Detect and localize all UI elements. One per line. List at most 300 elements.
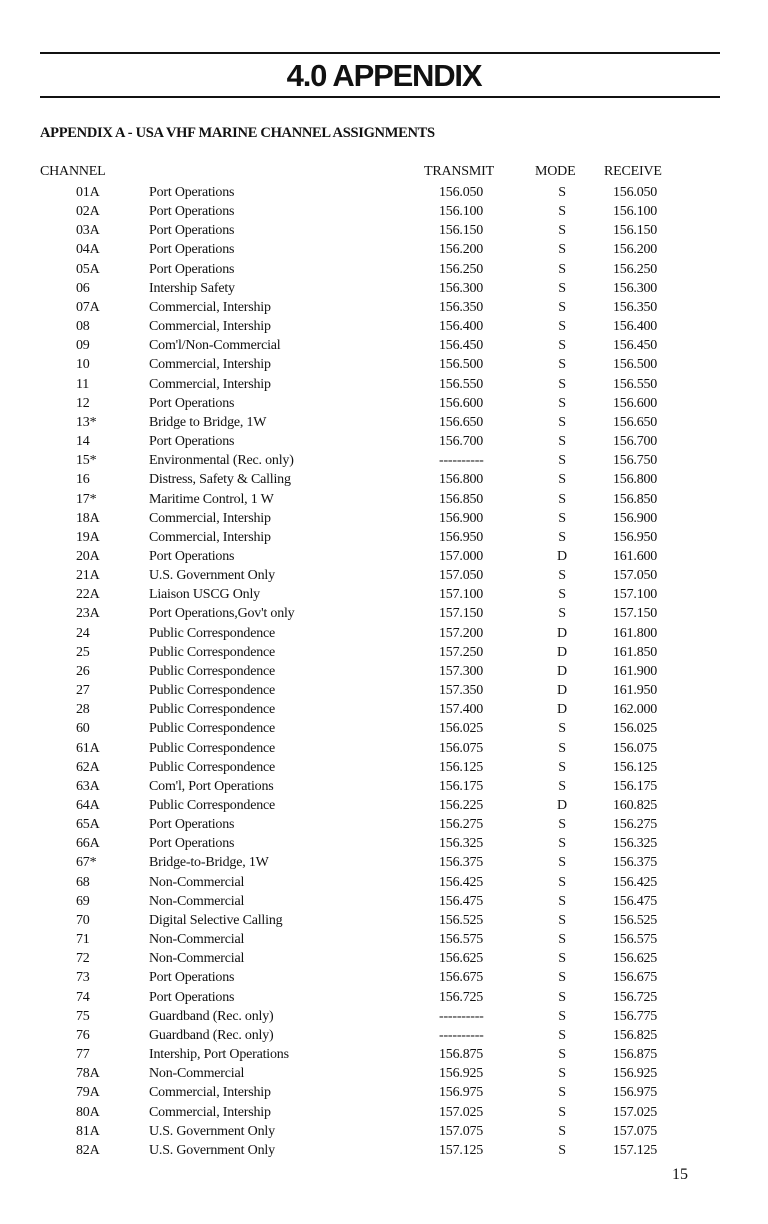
channel-use: Commercial, Intership: [149, 357, 271, 373]
mode: S: [558, 453, 566, 469]
channel-number: 67*: [76, 855, 97, 871]
channel-use: Port Operations: [149, 185, 235, 200]
transmit-frequency: 157.300: [439, 663, 484, 679]
transmit-frequency: 156.700: [439, 434, 484, 450]
receive-frequency: 156.475: [613, 893, 658, 909]
channel-number: 79A: [76, 1085, 100, 1101]
channel-number: 60: [76, 721, 90, 737]
channel-use: Port Operations,Gov't only: [149, 606, 295, 622]
receive-frequency: 156.400: [613, 319, 658, 335]
receive-frequency: 156.825: [613, 1027, 658, 1043]
transmit-frequency: 156.850: [439, 491, 484, 507]
mode: S: [558, 299, 566, 315]
transmit-frequency: 156.375: [439, 855, 484, 871]
table-row: [0, 394, 768, 413]
mode: S: [558, 874, 566, 890]
channel-use: Public Correspondence: [149, 702, 276, 718]
page-title: 4.0 APPENDIX: [286, 58, 482, 93]
mode: S: [558, 491, 566, 507]
transmit-frequency: ----------: [439, 1027, 484, 1043]
table-row: [0, 509, 768, 528]
transmit-frequency: 156.625: [439, 951, 484, 967]
channel-use: Com'l/Non-Commercial: [149, 338, 281, 354]
mode: S: [558, 951, 566, 967]
transmit-frequency: 156.325: [439, 836, 484, 852]
mode: S: [558, 376, 566, 392]
channel-number: 21A: [76, 568, 100, 584]
mode: S: [558, 606, 566, 622]
receive-frequency: 156.775: [613, 1008, 658, 1024]
channel-use: Port Operations: [149, 261, 235, 277]
receive-frequency: 156.175: [613, 778, 658, 794]
transmit-frequency: 156.450: [439, 338, 484, 354]
mode: S: [558, 434, 566, 450]
channel-number: 25: [76, 644, 90, 660]
channel-use: Port Operations: [149, 242, 235, 258]
channel-number: 04A: [76, 242, 100, 258]
channel-use: Public Correspondence: [149, 663, 276, 679]
mode: S: [558, 472, 566, 488]
receive-frequency: 156.275: [613, 817, 658, 833]
receive-frequency: 156.900: [613, 510, 658, 526]
transmit-frequency: 156.975: [439, 1085, 484, 1101]
receive-frequency: 156.150: [613, 223, 658, 239]
mode: D: [557, 663, 567, 679]
channel-number: 73: [76, 970, 90, 986]
table-row: [0, 930, 768, 949]
receive-frequency: 156.550: [613, 376, 658, 392]
table-row: [0, 643, 768, 662]
table-row: [0, 777, 768, 796]
channel-use: Public Correspondence: [149, 644, 276, 660]
mode: S: [558, 1008, 566, 1024]
table-row: [0, 1083, 768, 1102]
channel-use: U.S. Government Only: [149, 1123, 275, 1139]
table-row: [0, 202, 768, 221]
mode: S: [558, 568, 566, 584]
table-row: [0, 719, 768, 738]
mode: S: [558, 817, 566, 833]
channel-number: 74: [76, 989, 90, 1005]
channel-use: Port Operations: [149, 836, 235, 852]
channel-number: 15*: [76, 453, 97, 469]
channel-number: 13*: [76, 414, 97, 430]
transmit-frequency: 156.150: [439, 223, 484, 239]
table-row: [0, 1064, 768, 1083]
table-row: [0, 911, 768, 930]
transmit-frequency: 156.025: [439, 721, 484, 737]
channel-number: 72: [76, 951, 90, 967]
mode: S: [558, 759, 566, 775]
table-row: [0, 490, 768, 509]
mode: S: [558, 1066, 566, 1082]
receive-frequency: 161.950: [613, 683, 658, 699]
receive-frequency: 161.600: [613, 548, 658, 564]
transmit-frequency: 156.600: [439, 395, 484, 411]
table-row: [0, 355, 768, 374]
channel-use: Non-Commercial: [149, 951, 245, 967]
table-row: [0, 317, 768, 336]
channel-use: Environmental (Rec. only): [149, 453, 294, 469]
table-row: [0, 1007, 768, 1026]
transmit-frequency: 156.925: [439, 1066, 484, 1082]
channel-number: 61A: [76, 740, 100, 756]
mode: D: [557, 644, 567, 660]
transmit-frequency: 157.125: [439, 1142, 484, 1158]
transmit-frequency: 157.050: [439, 568, 484, 584]
channel-use: Guardband (Rec. only): [149, 1027, 274, 1043]
transmit-frequency: 156.525: [439, 912, 484, 928]
channel-use: Bridge to Bridge, 1W: [149, 414, 267, 430]
transmit-frequency: 157.000: [439, 548, 484, 564]
receive-frequency: 157.125: [613, 1142, 658, 1158]
mode: S: [558, 740, 566, 756]
mode: S: [558, 893, 566, 909]
channel-number: 20A: [76, 548, 100, 564]
transmit-frequency: 157.350: [439, 683, 484, 699]
table-row: [0, 988, 768, 1007]
table-row: [0, 624, 768, 643]
mode: S: [558, 912, 566, 928]
transmit-frequency: 156.075: [439, 740, 484, 756]
mode: D: [557, 548, 567, 564]
mode: S: [558, 529, 566, 545]
transmit-frequency: 156.300: [439, 280, 484, 296]
channel-use: Distress, Safety & Calling: [149, 472, 291, 488]
transmit-frequency: 156.500: [439, 357, 484, 373]
transmit-frequency: 156.100: [439, 204, 484, 220]
mode: S: [558, 204, 566, 220]
mode: S: [558, 1085, 566, 1101]
channel-use: Public Correspondence: [149, 683, 276, 699]
channel-use: Commercial, Intership: [149, 376, 271, 392]
transmit-frequency: 156.125: [439, 759, 484, 775]
transmit-frequency: 156.200: [439, 242, 484, 258]
mode: S: [558, 261, 566, 277]
channel-use: Public Correspondence: [149, 625, 276, 641]
channel-number: 75: [76, 1008, 90, 1024]
channel-number: 12: [76, 395, 90, 411]
channel-use: Bridge-to-Bridge, 1W: [149, 855, 269, 871]
channel-use: Port Operations: [149, 223, 235, 239]
channel-use: Guardband (Rec. only): [149, 1008, 274, 1024]
table-row: [0, 336, 768, 355]
channel-use: Commercial, Intership: [149, 529, 271, 545]
channel-use: Commercial, Intership: [149, 319, 271, 335]
channel-number: 18A: [76, 510, 100, 526]
table-row: [0, 758, 768, 777]
channel-number: 11: [76, 376, 90, 392]
channel-number: 78A: [76, 1066, 100, 1082]
column-header-mode: MODE: [535, 164, 576, 179]
table-row: [0, 451, 768, 470]
channel-use: Intership, Port Operations: [149, 1047, 289, 1063]
table-row: [0, 547, 768, 566]
table-row: [0, 873, 768, 892]
table-row: [0, 413, 768, 432]
page-number: 15: [672, 1166, 688, 1183]
receive-frequency: 156.250: [613, 261, 658, 277]
transmit-frequency: 156.400: [439, 319, 484, 335]
mode: S: [558, 836, 566, 852]
transmit-frequency: 156.425: [439, 874, 484, 890]
channel-use: Public Correspondence: [149, 798, 276, 813]
channel-number: 22A: [76, 587, 100, 603]
channel-table: [0, 183, 768, 1160]
channel-number: 02A: [76, 204, 100, 220]
receive-frequency: 156.675: [613, 970, 658, 986]
table-row: [0, 221, 768, 240]
receive-frequency: 156.725: [613, 989, 658, 1005]
receive-frequency: 156.925: [613, 1066, 658, 1082]
channel-number: 17*: [76, 491, 97, 507]
mode: S: [558, 1027, 566, 1043]
channel-use: Port Operations: [149, 434, 235, 450]
mode: S: [558, 414, 566, 430]
mode: D: [557, 683, 567, 699]
channel-number: 66A: [76, 836, 100, 852]
table-row: [0, 796, 768, 815]
receive-frequency: 156.300: [613, 280, 658, 296]
receive-frequency: 156.625: [613, 951, 658, 967]
mode: S: [558, 319, 566, 335]
mode: S: [558, 1142, 566, 1158]
channel-use: Liaison USCG Only: [149, 587, 260, 603]
mode: S: [558, 223, 566, 239]
channel-use: Com'l, Port Operations: [149, 778, 274, 794]
table-row: [0, 183, 768, 202]
channel-number: 23A: [76, 606, 100, 622]
table-row: [0, 815, 768, 834]
transmit-frequency: 156.250: [439, 261, 484, 277]
channel-use: U.S. Government Only: [149, 1142, 275, 1158]
receive-frequency: 157.100: [613, 587, 658, 603]
channel-use: Commercial, Intership: [149, 1104, 271, 1120]
table-row: [0, 470, 768, 489]
receive-frequency: 156.700: [613, 434, 658, 450]
channel-use: Port Operations: [149, 204, 235, 220]
table-row: [0, 604, 768, 623]
channel-use: Public Correspondence: [149, 721, 276, 737]
transmit-frequency: 156.675: [439, 970, 484, 986]
transmit-frequency: 156.475: [439, 893, 484, 909]
channel-number: 65A: [76, 817, 100, 833]
channel-number: 14: [76, 434, 90, 450]
transmit-frequency: 156.875: [439, 1047, 484, 1063]
transmit-frequency: ----------: [439, 1008, 484, 1024]
table-row: [0, 1122, 768, 1141]
table-row: [0, 892, 768, 911]
table-row: [0, 528, 768, 547]
channel-use: Commercial, Intership: [149, 1085, 271, 1101]
mode: S: [558, 970, 566, 986]
channel-number: 68: [76, 874, 90, 890]
table-row: [0, 279, 768, 298]
table-row: [0, 662, 768, 681]
receive-frequency: 160.825: [613, 798, 658, 813]
channel-use: Public Correspondence: [149, 759, 276, 775]
transmit-frequency: 156.575: [439, 932, 484, 948]
transmit-frequency: 157.200: [439, 625, 484, 641]
channel-number: 19A: [76, 529, 100, 545]
channel-use: U.S. Government Only: [149, 568, 275, 584]
mode: S: [558, 510, 566, 526]
transmit-frequency: 156.050: [439, 185, 484, 200]
mode: S: [558, 357, 566, 373]
mode: D: [557, 798, 567, 813]
receive-frequency: 157.050: [613, 568, 658, 584]
channel-number: 06: [76, 280, 90, 296]
channel-number: 82A: [76, 1142, 100, 1158]
channel-number: 05A: [76, 261, 100, 277]
transmit-frequency: 157.150: [439, 606, 484, 622]
receive-frequency: 156.750: [613, 453, 658, 469]
mode: S: [558, 1047, 566, 1063]
table-row: [0, 700, 768, 719]
channel-number: 70: [76, 912, 90, 928]
receive-frequency: 156.850: [613, 491, 658, 507]
table-row: [0, 681, 768, 700]
mode: S: [558, 1123, 566, 1139]
transmit-frequency: ----------: [439, 453, 484, 469]
receive-frequency: 161.850: [613, 644, 658, 660]
channel-use: Digital Selective Calling: [149, 912, 283, 928]
receive-frequency: 161.800: [613, 625, 658, 641]
transmit-frequency: 157.250: [439, 644, 484, 660]
channel-number: 63A: [76, 778, 100, 794]
channel-use: Intership Safety: [149, 280, 235, 296]
channel-number: 07A: [76, 299, 100, 315]
receive-frequency: 156.600: [613, 395, 658, 411]
receive-frequency: 156.975: [613, 1085, 658, 1101]
channel-use: Port Operations: [149, 970, 235, 986]
table-row: [0, 260, 768, 279]
receive-frequency: 156.125: [613, 759, 658, 775]
receive-frequency: 156.200: [613, 242, 658, 258]
channel-use: Non-Commercial: [149, 893, 245, 909]
receive-frequency: 156.375: [613, 855, 658, 871]
channel-number: 01A: [76, 185, 100, 200]
transmit-frequency: 156.800: [439, 472, 484, 488]
channel-number: 24: [76, 625, 90, 641]
transmit-frequency: 157.075: [439, 1123, 484, 1139]
transmit-frequency: 156.350: [439, 299, 484, 315]
channel-number: 03A: [76, 223, 100, 239]
mode: S: [558, 932, 566, 948]
receive-frequency: 156.950: [613, 529, 658, 545]
mode: S: [558, 855, 566, 871]
table-row: [0, 432, 768, 451]
table-row: [0, 240, 768, 259]
table-row: [0, 739, 768, 758]
receive-frequency: 156.500: [613, 357, 658, 373]
channel-number: 28: [76, 702, 90, 718]
channel-use: Maritime Control, 1 W: [149, 491, 274, 507]
mode: S: [558, 280, 566, 296]
transmit-frequency: 157.100: [439, 587, 484, 603]
mode: S: [558, 338, 566, 354]
table-row: [0, 1103, 768, 1122]
channel-use: Non-Commercial: [149, 932, 245, 948]
mode: S: [558, 721, 566, 737]
transmit-frequency: 156.950: [439, 529, 484, 545]
receive-frequency: 157.150: [613, 606, 658, 622]
channel-number: 77: [76, 1047, 90, 1063]
channel-use: Public Correspondence: [149, 740, 276, 756]
transmit-frequency: 156.275: [439, 817, 484, 833]
channel-number: 64A: [76, 798, 100, 813]
receive-frequency: 156.100: [613, 204, 658, 220]
mode: S: [558, 185, 566, 200]
table-row: [0, 1141, 768, 1160]
column-header-receive: RECEIVE: [604, 164, 662, 179]
channel-use: Commercial, Intership: [149, 510, 271, 526]
table-row: [0, 585, 768, 604]
mode: S: [558, 989, 566, 1005]
channel-use: Non-Commercial: [149, 874, 245, 890]
channel-number: 10: [76, 357, 90, 373]
receive-frequency: 156.050: [613, 185, 658, 200]
channel-number: 76: [76, 1027, 90, 1043]
title-underline-rule: [40, 96, 720, 98]
mode: S: [558, 1104, 566, 1120]
transmit-frequency: 156.900: [439, 510, 484, 526]
column-header-channel: CHANNEL: [40, 164, 106, 179]
transmit-frequency: 156.225: [439, 798, 484, 813]
transmit-frequency: 156.725: [439, 989, 484, 1005]
section-heading: APPENDIX A - USA VHF MARINE CHANNEL ASSIGNMENTS: [40, 125, 435, 141]
transmit-frequency: 156.175: [439, 778, 484, 794]
table-row: [0, 834, 768, 853]
top-rule: [40, 52, 720, 54]
receive-frequency: 156.025: [613, 721, 658, 737]
table-row: [0, 968, 768, 987]
channel-number: 09: [76, 338, 90, 354]
receive-frequency: 156.350: [613, 299, 658, 315]
channel-use: Non-Commercial: [149, 1066, 245, 1082]
receive-frequency: 156.575: [613, 932, 658, 948]
receive-frequency: 162.000: [613, 702, 658, 718]
transmit-frequency: 156.550: [439, 376, 484, 392]
table-row: [0, 853, 768, 872]
table-row: [0, 298, 768, 317]
receive-frequency: 156.075: [613, 740, 658, 756]
table-row: [0, 1045, 768, 1064]
table-row: [0, 566, 768, 585]
channel-number: 08: [76, 319, 90, 335]
channel-use: Port Operations: [149, 989, 235, 1005]
channel-number: 26: [76, 663, 90, 679]
mode: D: [557, 625, 567, 641]
channel-number: 81A: [76, 1123, 100, 1139]
column-header-transmit: TRANSMIT: [424, 164, 494, 179]
receive-frequency: 161.900: [613, 663, 658, 679]
receive-frequency: 156.875: [613, 1047, 658, 1063]
table-row: [0, 949, 768, 968]
mode: D: [557, 702, 567, 718]
channel-number: 69: [76, 893, 90, 909]
channel-number: 80A: [76, 1104, 100, 1120]
channel-use: Port Operations: [149, 395, 235, 411]
transmit-frequency: 157.025: [439, 1104, 484, 1120]
transmit-frequency: 157.400: [439, 702, 484, 718]
table-row: [0, 375, 768, 394]
transmit-frequency: 156.650: [439, 414, 484, 430]
receive-frequency: 156.800: [613, 472, 658, 488]
mode: S: [558, 587, 566, 603]
channel-number: 16: [76, 472, 90, 488]
receive-frequency: 156.450: [613, 338, 658, 354]
